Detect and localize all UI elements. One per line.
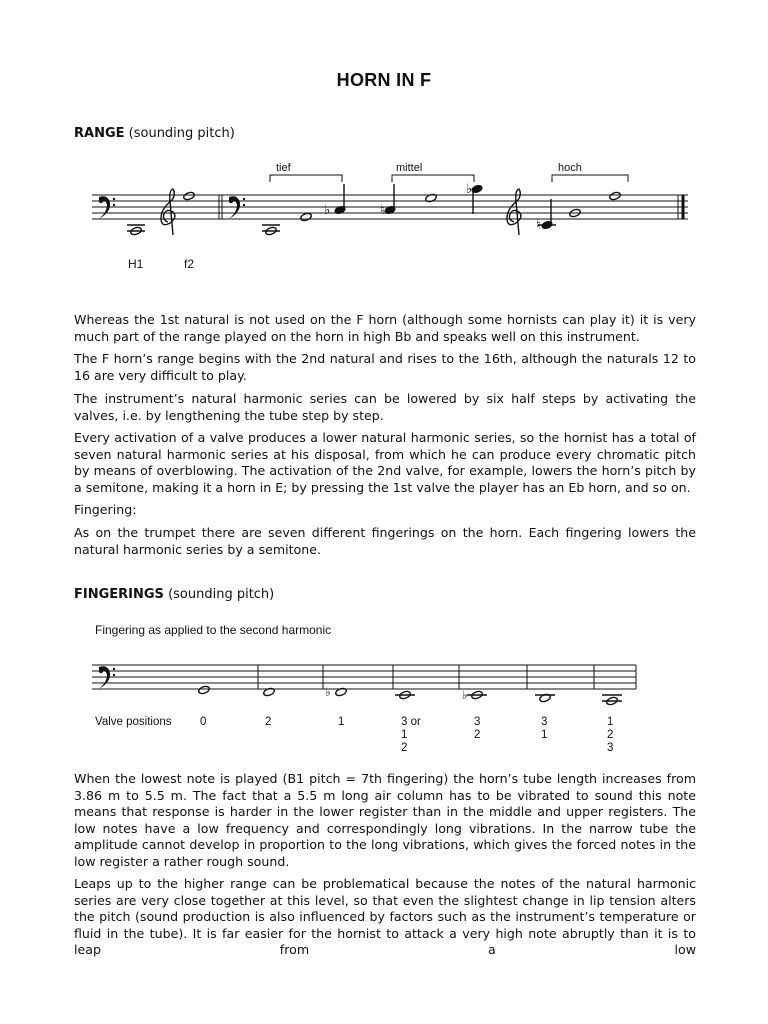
- valve-column-6: [541, 716, 557, 742]
- register-label-mittel: mittel: [396, 162, 423, 174]
- bass-clef-icon: [99, 666, 115, 689]
- svg-text:♭: ♭: [324, 203, 331, 218]
- valve-value: 3 or: [401, 716, 421, 728]
- range-heading-label: RANGE: [74, 126, 125, 141]
- note-label-high: f2: [184, 257, 195, 271]
- fingerings-heading-sub: (sounding pitch): [168, 587, 275, 602]
- paragraph-1: Whereas the 1st natural is not used on the F horn (although some hornists can play it) it is very much part of the range played on the horn in high Bb and speaks well on this instrument.: [74, 312, 696, 344]
- valve-column-2: [265, 716, 281, 729]
- paragraph-6: As on the trumpet there are seven different fingerings on the horn. Each fingering lowers the natural harmonic series by a semitone.: [74, 525, 696, 557]
- fingering-notes: [198, 685, 622, 706]
- valve-column-5: [474, 716, 490, 742]
- register-label-hoch: hoch: [558, 162, 582, 174]
- valve-value: 1: [401, 729, 408, 741]
- valve-value: 2: [401, 742, 408, 754]
- flat-icon: [325, 685, 468, 702]
- svg-text:♭: ♭: [466, 182, 473, 197]
- svg-text:♮: ♮: [380, 203, 385, 218]
- svg-text:♭: ♭: [325, 685, 331, 699]
- valve-column-3: [338, 716, 354, 729]
- paragraph-2: The F horn’s range begins with the 2nd natural and rises to the 16th, although the naturals 12 to 16 are very difficult to play.: [74, 351, 696, 383]
- valve-positions-label: Valve positions: [95, 716, 172, 728]
- register-label-tief: tief: [276, 162, 291, 174]
- svg-text:♮: ♮: [536, 218, 541, 233]
- valve-value: 2: [265, 716, 272, 728]
- note-label-low: H1: [128, 257, 144, 271]
- valve-column-4: [401, 716, 441, 755]
- valve-value: 3: [474, 716, 481, 728]
- paragraph-8: Leaps up to the higher range can be problematical because the notes of the natural harmonic series are very close together at this level, so that even the slightest change in lip tension alters the pitch (sound production is also influenced by factors such as the instrument’s temperature or fluid in the tube). It is far easier for the hornist to attack a very high note abruptly than it is to leap from a low: [74, 876, 696, 958]
- valve-column-7: [607, 716, 623, 755]
- fingerings-heading-label: FINGERINGS: [74, 587, 164, 602]
- valve-value: 1: [541, 729, 548, 741]
- valve-value: 0: [200, 716, 207, 728]
- page-title: HORN IN F: [336, 70, 432, 90]
- range-heading-sub: (sounding pitch): [128, 126, 235, 141]
- valve-value: 1: [338, 716, 345, 728]
- valve-value: 2: [474, 729, 481, 741]
- paragraph-3: The instrument’s natural harmonic series can be lowered by six half steps by activating the valves, i.e. by lengthening the tube step by step.: [74, 391, 696, 423]
- fingering-staff-lines: [92, 665, 636, 689]
- valve-column-1: [200, 716, 216, 729]
- valve-value: 2: [607, 729, 614, 741]
- svg-text:♭: ♭: [462, 688, 468, 702]
- paragraph-4: Every activation of a valve produces a lower natural harmonic series, so the hornist has a total of seven natural harmonic series at his disposal, from which he can produce every chromatic pitch by means of overblowing. The activation of the 2nd valve, for example, lowers the horn’s pitch by a semitone, making it a horn in E; by pressing the 1st valve the player has an Eb horn, and so on.: [74, 430, 696, 495]
- valve-value: 3: [541, 716, 548, 728]
- fingering-caption: Fingering as applied to the second harmonic: [95, 623, 332, 637]
- valve-value: 1: [607, 716, 614, 728]
- valve-value: 3: [607, 742, 614, 754]
- paragraph-7: When the lowest note is played (B1 pitch = 7th fingering) the horn’s tube length increases from 3.86 m to 5.5 m. The fact that a 5.5 m long air column has to be vibrated to sound this note means that response is harder in the lower register than in the middle and upper registers. The low notes have a low frequency and correspondingly long vibrations. In the narrow tube the amplitude cannot develop in proportion to the long vibrations, which gives the forced notes in the low register a rather rough sound.: [74, 771, 696, 869]
- paragraph-5: Fingering:: [74, 502, 137, 517]
